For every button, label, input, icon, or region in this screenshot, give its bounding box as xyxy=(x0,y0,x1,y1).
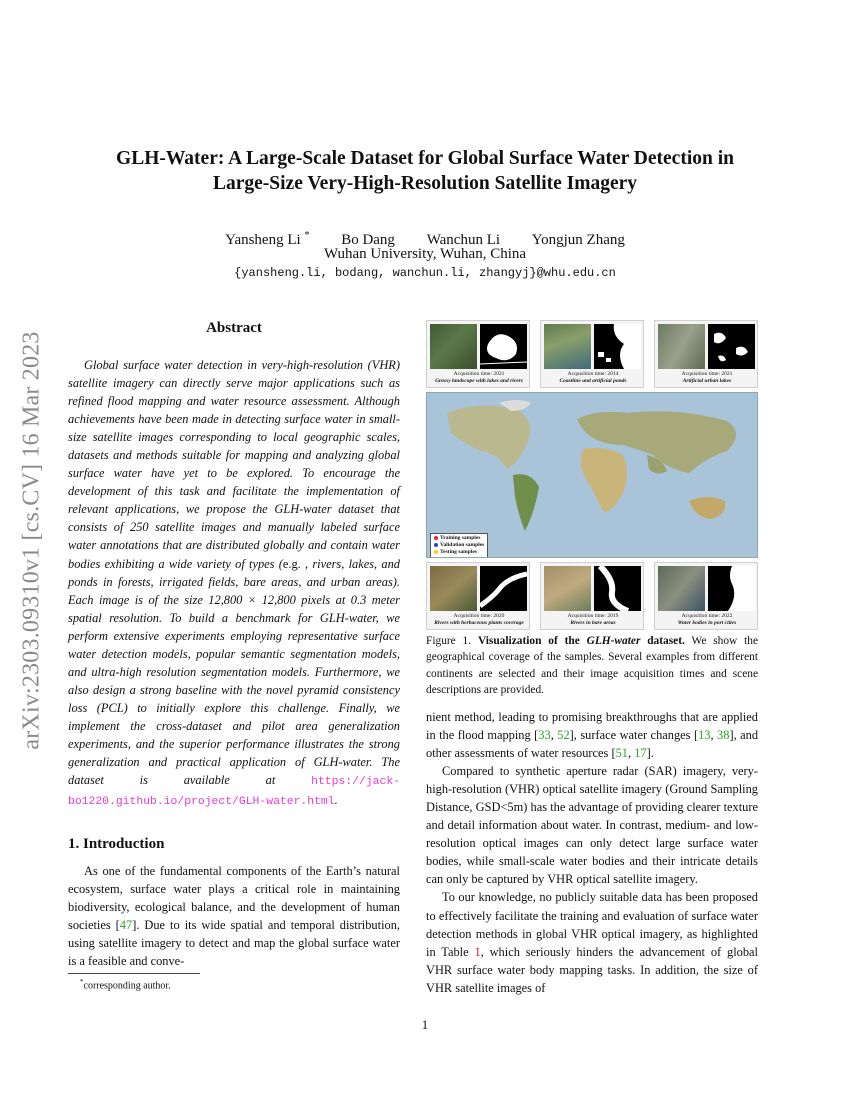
validation-dot-icon xyxy=(434,543,438,547)
paragraph: nient method, leading to promising breakthroughs that are applied in the flood mapping [33, 52], surface water changes [13, 38], and other assessments of water resources [51, 17]. xyxy=(426,710,759,761)
author: Bo Dang xyxy=(341,232,395,248)
bottom-example-panel: Acquisition time: 2022 Water bodies in port cities xyxy=(654,562,758,630)
bottom-example-panel: Acquisition time: 2019 Rivers in bare areas xyxy=(540,562,644,630)
citation-link[interactable]: 52 xyxy=(557,728,570,743)
paragraph: Compared to synthetic aperture radar (SAR) imagery, very-high-resolution (VHR) optical satellite imagery (Ground Sampling Distance, GSD<5m) has the advantage of providing clearer texture and detail information about water. In contrast, medium- and low-resolution optical images can only detect large surface water bodies, while small-scale water bodies and their intricate details can only be captured by VHR optical satellite imagery. xyxy=(426,764,758,887)
right-column-text xyxy=(426,708,758,997)
paragraph: To our knowledge, no publicly suitable data has been proposed to effectively facilitate the training and evaluation of surface water detection methods in global VHR optical imagery, as highlighted in Table 1, which seriously hinders the advancement of global VHR surface water body mapping tasks. In addition, the size of VHR satellite images of xyxy=(426,890,758,995)
paper-title: GLH-Water: A Large-Scale Dataset for Global Surface Water Detection in Large-Size Very-High-Resolution Satellite Imagery xyxy=(116,148,734,194)
world-map xyxy=(426,392,758,558)
affiliation: Wuhan University, Wuhan, China xyxy=(323,246,527,262)
citation-link[interactable]: 47 xyxy=(119,918,133,933)
arxiv-stamp: arXiv:2303.09310v1 [cs.CV] 16 Mar 2023 xyxy=(18,330,45,750)
figure-1 xyxy=(426,320,758,630)
footnote-divider xyxy=(68,973,200,974)
citation-link[interactable]: 17 xyxy=(634,746,647,761)
dataset-link[interactable]: https://jack-bo1220.github.io/project/GLH-water.html xyxy=(68,776,400,809)
water-mask-image xyxy=(480,566,527,611)
satellite-image xyxy=(430,566,477,611)
water-mask-image xyxy=(594,324,641,369)
satellite-image xyxy=(544,566,591,611)
map-legend: Training samples Validation samples Testing samples xyxy=(430,533,488,558)
citation-link[interactable]: 13 xyxy=(698,728,711,743)
abstract-body: Global surface water detection in very-high-resolution (VHR) satellite imagery can directly serve major applications such as refined flood mapping and water resource assessment. Although achievements have been made in detecting surface water in small-size satellite images corresponding to local geographic scales, datasets and methods suitable for mapping and analyzing global surface water have yet to be explored. To encourage the development of this task and facilitate the implementation of relevant applications, we propose the GLH-water dataset that consists of 250 satellite images and manually labeled surface water annotations that are distributed globally and contain water bodies exhibiting a wide variety of types (e.g. , rivers, lakes, and ponds in forests, irrigated fields, bare areas, and urban areas). Each image is of the size 12,800 × 12,800 pixels at 0.3 meter spatial resolution. To build a benchmark for GLH-water, we perform extensive experiments employing representative surface water detection models, popular semantic segmentation models, and ultra-high resolution segmentation models. Furthermore, we also design a strong baseline with the novel pyramid consistency loss (PCL) to initially explore this challenge. Finally, we implement the cross-dataset and pilot area generalization experiments, and the superior performance illustrates the strong generalization and practical application of GLH-water. The dataset is available at https://jack-bo1220.github.io/project/GLH-water.html. xyxy=(68,358,400,809)
bottom-example-panel: Acquisition time: 2020 Rivers with herbaceous plants coverage xyxy=(426,562,530,630)
satellite-image xyxy=(658,324,705,369)
introduction-paragraph: As one of the fundamental components of the Earth’s natural ecosystem, surface water plays a critical role in maintaining biodiversity, ecological balance, and the development of human societies [47]. Due to its wide spatial and temporal distribution, using satellite imagery to detect and map the global surface water is a feasible and conve- xyxy=(68,864,400,969)
author: Yongjun Zhang xyxy=(531,232,625,248)
water-mask-image xyxy=(708,566,755,611)
satellite-image xyxy=(544,324,591,369)
top-example-panel: Acquisition time: 2021 Artificial urban lakes xyxy=(654,320,758,388)
citation-link[interactable]: 33 xyxy=(538,728,551,743)
author: Wanchun Li xyxy=(426,232,501,248)
table-reference-link[interactable]: 1 xyxy=(474,944,481,959)
training-dot-icon xyxy=(434,536,438,540)
author-emails: {yansheng.li, bodang, wanchun.li, zhangyj}@whu.edu.cn xyxy=(234,266,616,280)
author: Yansheng Li * xyxy=(225,230,310,248)
water-mask-image xyxy=(594,566,641,611)
testing-dot-icon xyxy=(434,550,438,554)
satellite-image xyxy=(430,324,477,369)
top-example-panel: Acquisition time: 2014 Coastline and artificial ponds xyxy=(540,320,644,388)
footnote: *corresponding author. xyxy=(80,978,171,992)
satellite-image xyxy=(658,566,705,611)
section-heading-introduction: 1. Introduction xyxy=(68,836,165,852)
abstract-heading: Abstract xyxy=(206,320,262,336)
citation-link[interactable]: 51 xyxy=(615,746,628,761)
figure-caption: Figure 1. Visualization of the GLH-water dataset. We show the geographical coverage of the samples. Several examples from different continents are selected and their image acquisition times and scene descriptions are provided. xyxy=(426,635,758,696)
water-mask-image xyxy=(480,324,527,369)
top-example-panel: Acquisition time: 2021 Grassy landscape with lakes and rivers xyxy=(426,320,530,388)
page-number: 1 xyxy=(421,1017,429,1032)
citation-link[interactable]: 38 xyxy=(717,728,730,743)
water-mask-image xyxy=(708,324,755,369)
